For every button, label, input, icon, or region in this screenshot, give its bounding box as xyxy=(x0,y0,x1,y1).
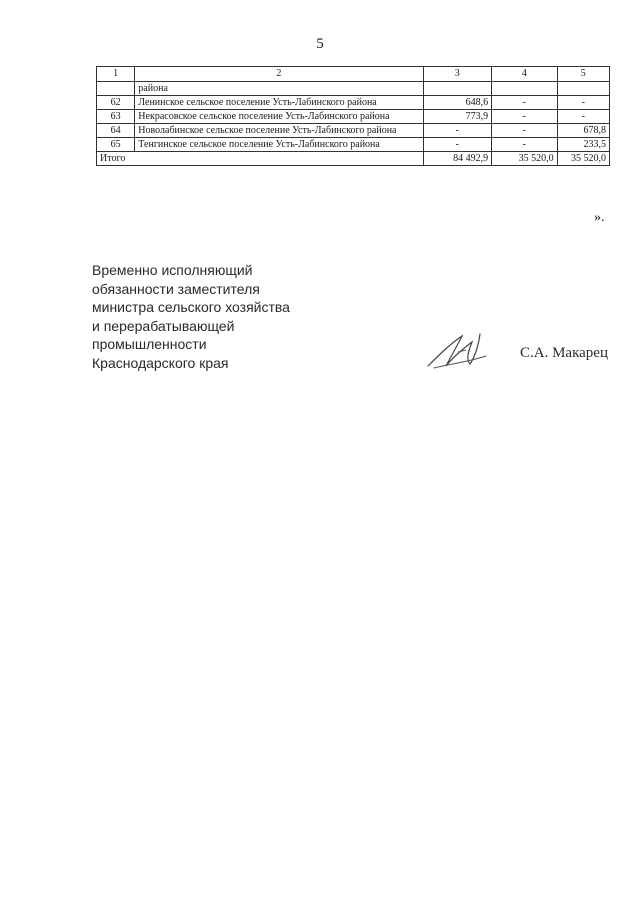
row-value-3: 648,6 xyxy=(423,96,492,110)
row-value-5: - xyxy=(557,110,609,124)
row-name: Тенгинское сельское поселение Усть-Лабинского района xyxy=(135,138,423,152)
total-label: Итого xyxy=(97,152,424,166)
header-col-2: 2 xyxy=(135,67,423,82)
row-name: Некрасовское сельское поселение Усть-Лабинского района xyxy=(135,110,423,124)
row-value-4: - xyxy=(492,124,558,138)
budget-table xyxy=(96,66,610,166)
row-value-5: 678,8 xyxy=(557,124,609,138)
row-name: Новолабинское сельское поселение Усть-Лабинского района xyxy=(135,124,423,138)
position-line: Краснодарского края xyxy=(92,354,229,371)
row-value-3: 773,9 xyxy=(423,110,492,124)
table-total-row xyxy=(97,152,610,166)
table-row xyxy=(97,96,610,110)
table-row xyxy=(97,138,610,152)
total-value-3: 84 492,9 xyxy=(423,152,492,166)
row-value-4: - xyxy=(492,110,558,124)
row-name: Ленинское сельское поселение Усть-Лабинского района xyxy=(135,96,423,110)
header-col-1: 1 xyxy=(97,67,135,82)
table-row-continuation xyxy=(97,82,610,96)
row-number: 63 xyxy=(97,110,135,124)
row-value-5: 233,5 xyxy=(557,138,609,152)
row-number: 64 xyxy=(97,124,135,138)
table-row xyxy=(97,124,610,138)
position-line: и перерабатывающей xyxy=(92,317,235,334)
total-value-4: 35 520,0 xyxy=(492,152,558,166)
table-header-row xyxy=(97,67,610,82)
closing-quote: ». xyxy=(594,210,605,225)
row-value-4: - xyxy=(492,96,558,110)
row-value-4: - xyxy=(492,138,558,152)
page-number: 5 xyxy=(316,36,324,52)
position-line: министра сельского хозяйства xyxy=(92,299,290,315)
header-col-4: 4 xyxy=(492,67,558,82)
position-line: промышленности xyxy=(92,336,207,352)
header-col-3: 3 xyxy=(423,67,492,82)
header-col-5: 5 xyxy=(557,67,609,82)
row-number: 65 xyxy=(97,138,135,152)
position-line: обязанности заместителя xyxy=(92,280,260,297)
signatory-name: С.А. Макарец xyxy=(520,345,608,361)
continuation-cell: района xyxy=(135,82,423,96)
handwritten-signature xyxy=(420,326,500,374)
row-value-5: - xyxy=(557,96,609,110)
total-value-5: 35 520,0 xyxy=(557,152,609,166)
row-number: 62 xyxy=(97,96,135,110)
row-value-3: - xyxy=(423,138,492,152)
table-row xyxy=(97,110,610,124)
position-line: Временно исполняющий xyxy=(92,262,253,278)
signatory-position xyxy=(92,261,290,372)
row-value-3: - xyxy=(423,124,492,138)
